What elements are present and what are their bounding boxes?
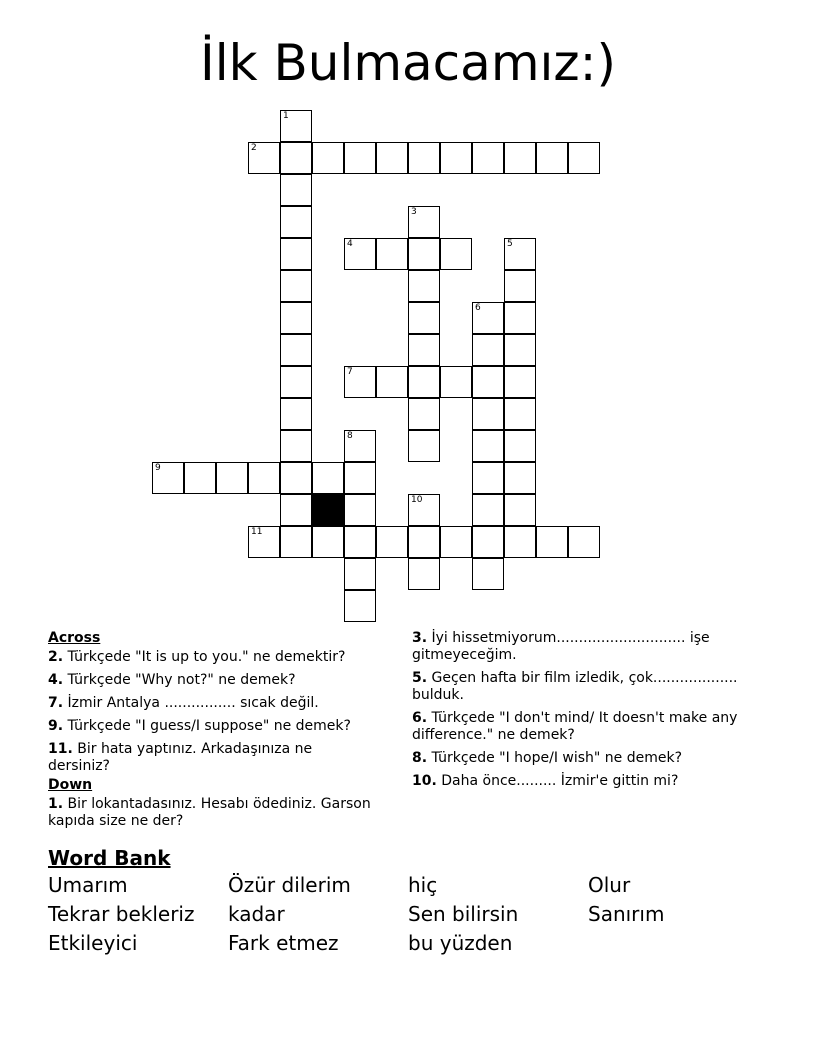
grid-cell[interactable]: [408, 494, 440, 526]
grid-cell[interactable]: [408, 302, 440, 334]
grid-cell[interactable]: [472, 526, 504, 558]
clue-item: [48, 718, 378, 735]
grid-cell[interactable]: [408, 526, 440, 558]
grid-cell[interactable]: [376, 526, 408, 558]
clue-number: 7.: [48, 695, 64, 711]
grid-cell[interactable]: [504, 334, 536, 366]
word-bank-item: Olur: [588, 873, 631, 897]
grid-cell[interactable]: [472, 558, 504, 590]
grid-cell[interactable]: [312, 526, 344, 558]
clue-number: 2.: [48, 649, 64, 665]
grid-cell[interactable]: [536, 142, 568, 174]
clue-number: 10.: [412, 773, 437, 789]
clue-number: 9.: [48, 718, 64, 734]
clue-item: [48, 649, 378, 666]
grid-cell[interactable]: [280, 430, 312, 462]
grid-cell[interactable]: [440, 238, 472, 270]
grid-cell[interactable]: [504, 430, 536, 462]
grid-cell[interactable]: [248, 526, 280, 558]
clue-item: [412, 710, 752, 744]
grid-cell[interactable]: [280, 206, 312, 238]
grid-cell[interactable]: [504, 526, 536, 558]
grid-cell[interactable]: [280, 142, 312, 174]
grid-cell[interactable]: [408, 206, 440, 238]
clue-text: Geçen hafta bir film izledik, çok................... bulduk.: [412, 670, 738, 703]
clue-number: 4.: [48, 672, 64, 688]
grid-cell[interactable]: [248, 142, 280, 174]
grid-block-cell: [312, 494, 344, 526]
grid-cell[interactable]: [472, 398, 504, 430]
word-bank-item: Umarım: [48, 873, 128, 897]
grid-cell[interactable]: [568, 142, 600, 174]
grid-cell[interactable]: [280, 238, 312, 270]
clue-text: Türkçede "It is up to you." ne demektir?: [63, 649, 346, 665]
grid-cell[interactable]: [280, 174, 312, 206]
grid-cell[interactable]: [248, 462, 280, 494]
clue-text: Türkçede "I guess/I suppose" ne demek?: [63, 718, 351, 734]
grid-cell[interactable]: [472, 430, 504, 462]
grid-cell[interactable]: [408, 430, 440, 462]
grid-cell[interactable]: [376, 142, 408, 174]
grid-cell[interactable]: [376, 366, 408, 398]
grid-cell[interactable]: [472, 366, 504, 398]
grid-cell[interactable]: [280, 334, 312, 366]
clue-number: 7: [347, 367, 353, 377]
grid-cell[interactable]: [344, 462, 376, 494]
clue-item: [412, 670, 752, 704]
grid-cell[interactable]: [280, 302, 312, 334]
grid-cell[interactable]: [440, 142, 472, 174]
clue-text: Bir hata yaptınız. Arkadaşınıza ne dersiniz?: [48, 741, 313, 774]
grid-cell[interactable]: [472, 334, 504, 366]
clue-text: Daha önce......... İzmir'e gittin mi?: [436, 773, 679, 789]
across-clue-list: [48, 649, 378, 775]
clue-number: 8: [347, 431, 353, 441]
word-bank-item: hiç: [408, 873, 438, 897]
clue-number: 3.: [412, 630, 428, 646]
clue-number: 4: [347, 239, 353, 249]
clue-item: [412, 773, 752, 790]
clue-number: 3: [411, 207, 417, 217]
across-heading: Across: [48, 630, 101, 646]
grid-cell[interactable]: [504, 398, 536, 430]
clue-item: [48, 695, 378, 712]
grid-cell[interactable]: [472, 142, 504, 174]
clue-number: 9: [155, 463, 161, 473]
grid-cell[interactable]: [408, 398, 440, 430]
down-heading: Down: [48, 777, 93, 793]
grid-cell[interactable]: [408, 334, 440, 366]
grid-cell[interactable]: [344, 526, 376, 558]
grid-cell[interactable]: [504, 142, 536, 174]
grid-cell[interactable]: [152, 462, 184, 494]
grid-cell[interactable]: [376, 238, 408, 270]
clue-number: 1.: [48, 796, 64, 812]
clue-number: 5: [507, 239, 513, 249]
grid-cell[interactable]: [344, 430, 376, 462]
word-bank-item: Sen bilirsin: [408, 902, 519, 926]
clue-item: [412, 750, 752, 767]
grid-cell[interactable]: [504, 462, 536, 494]
word-bank-item: Tekrar bekleriz: [48, 902, 195, 926]
grid-cell[interactable]: [408, 558, 440, 590]
grid-cell[interactable]: [280, 110, 312, 142]
word-bank-item: Sanırım: [588, 902, 665, 926]
grid-cell[interactable]: [504, 238, 536, 270]
clue-text: İzmir Antalya ................ sıcak değil.: [63, 695, 319, 711]
clue-text: İyi hissetmiyorum............................. işe gitmeyeceğim.: [412, 630, 710, 663]
grid-cell[interactable]: [184, 462, 216, 494]
clue-item: [412, 630, 752, 664]
clue-number: 6: [475, 303, 481, 313]
grid-cell[interactable]: [472, 462, 504, 494]
grid-cell[interactable]: [472, 494, 504, 526]
clue-number: 5.: [412, 670, 428, 686]
grid-cell[interactable]: [568, 526, 600, 558]
grid-cell[interactable]: [280, 494, 312, 526]
grid-cell[interactable]: [344, 558, 376, 590]
grid-cell[interactable]: [216, 462, 248, 494]
clue-text: Türkçede "Why not?" ne demek?: [63, 672, 296, 688]
grid-cell[interactable]: [472, 302, 504, 334]
grid-cell[interactable]: [440, 526, 472, 558]
clue-number: 1: [283, 111, 289, 121]
grid-cell[interactable]: [344, 366, 376, 398]
grid-cell[interactable]: [408, 238, 440, 270]
clue-number: 6.: [412, 710, 428, 726]
clue-text: Türkçede "I don't mind/ It doesn't make any difference." ne demek?: [412, 710, 738, 743]
clue-item: [48, 796, 378, 830]
clue-number: 11: [251, 527, 263, 537]
word-bank-item: Fark etmez: [228, 931, 339, 955]
grid-cell[interactable]: [504, 494, 536, 526]
grid-cell[interactable]: [344, 590, 376, 622]
grid-cell[interactable]: [280, 526, 312, 558]
clue-number: 10: [411, 495, 423, 505]
clue-number: 2: [251, 143, 257, 153]
page-title: İlk Bulmacamız:): [199, 34, 617, 92]
grid-cell[interactable]: [280, 462, 312, 494]
word-bank-item: bu yüzden: [408, 931, 513, 955]
grid-cell[interactable]: [280, 366, 312, 398]
grid-cell[interactable]: [344, 142, 376, 174]
grid-cell[interactable]: [440, 366, 472, 398]
grid-cell[interactable]: [408, 142, 440, 174]
word-bank-item: Etkileyici: [48, 931, 138, 955]
grid-cell[interactable]: [408, 366, 440, 398]
down-clue-list-part1: [48, 796, 378, 830]
grid-cell[interactable]: [280, 398, 312, 430]
grid-cell[interactable]: [312, 462, 344, 494]
grid-cell[interactable]: [536, 526, 568, 558]
word-bank-item: Özür dilerim: [228, 873, 351, 897]
clue-text: Bir lokantadasınız. Hesabı ödediniz. Garson kapıda size ne der?: [48, 796, 371, 829]
grid-cell[interactable]: [280, 270, 312, 302]
grid-cell[interactable]: [504, 270, 536, 302]
grid-cell[interactable]: [504, 366, 536, 398]
grid-cell[interactable]: [344, 238, 376, 270]
word-bank-item: kadar: [228, 902, 285, 926]
grid-cell[interactable]: [408, 270, 440, 302]
clue-number: 8.: [412, 750, 428, 766]
down-clue-list-part2: [412, 630, 752, 790]
clue-item: [48, 672, 378, 689]
clue-item: [48, 741, 378, 775]
grid-cell[interactable]: [344, 494, 376, 526]
clues-left-column: [48, 630, 378, 836]
word-bank-title: Word Bank: [48, 846, 171, 870]
clue-number: 11.: [48, 741, 73, 757]
grid-cell[interactable]: [312, 142, 344, 174]
grid-cell[interactable]: [504, 302, 536, 334]
clue-text: Türkçede "I hope/I wish" ne demek?: [427, 750, 683, 766]
clues-right-column: [412, 630, 752, 796]
